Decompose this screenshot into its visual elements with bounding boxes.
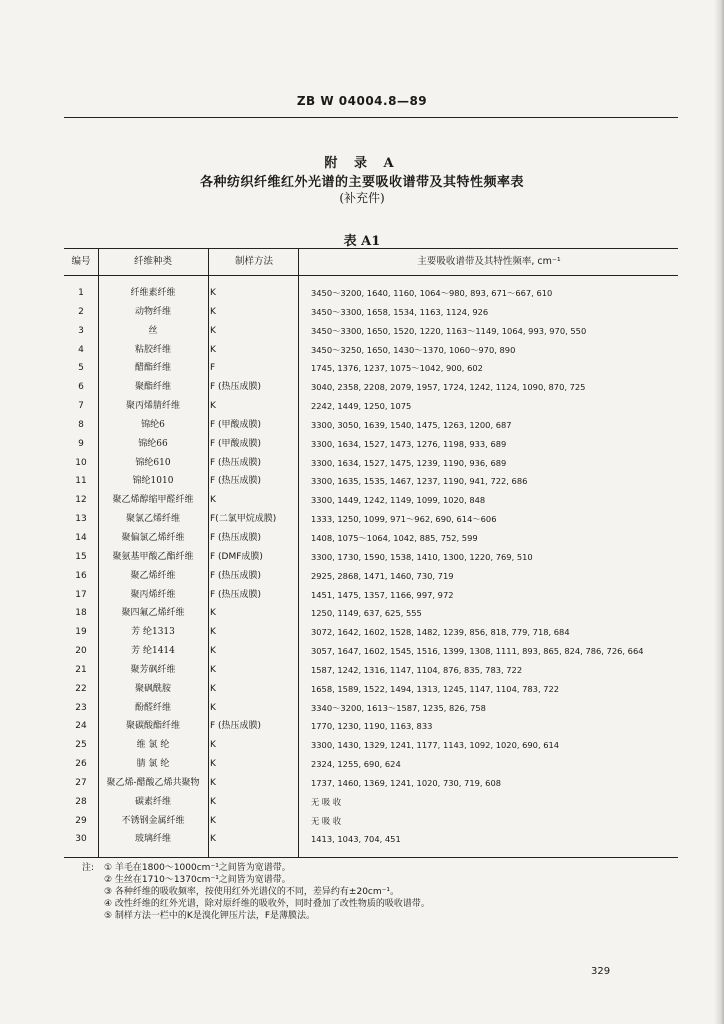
cell-frequencies: 3300, 1635, 1535, 1467, 1237, 1190, 941, 722, 686 <box>311 476 528 487</box>
cell-sample-method: K <box>210 796 216 807</box>
cell-fiber-type: 丝 <box>148 325 158 336</box>
cell-sample-method: F (热压成膜) <box>210 570 262 581</box>
cell-frequencies: 1408, 1075～1064, 1042, 885, 752, 599 <box>311 532 478 543</box>
cell-frequencies: 1451, 1475, 1357, 1166, 997, 972 <box>311 589 454 600</box>
cell-fiber-type: 聚偏氯乙烯纤维 <box>121 532 185 543</box>
cell-frequencies: 3300, 1634, 1527, 1475, 1239, 1190, 936, 689 <box>311 457 507 468</box>
table-row <box>64 717 678 736</box>
cell-number: 18 <box>75 608 87 619</box>
cell-number: 16 <box>75 570 87 581</box>
cell-sample-method: F (甲酸成膜) <box>210 438 262 449</box>
cell-fiber-type: 酚醛纤维 <box>134 702 171 713</box>
cell-number: 21 <box>75 664 87 675</box>
cell-number: 25 <box>75 740 87 751</box>
cell-number: 12 <box>75 495 87 506</box>
cell-number: 20 <box>75 646 87 657</box>
cell-frequencies: 2925, 2868, 1471, 1460, 730, 719 <box>311 570 454 581</box>
cell-sample-method: K <box>210 627 216 638</box>
col-header-method: 制样方法 <box>234 256 273 267</box>
table-notes <box>82 862 430 922</box>
standard-number: ZB W 04004.8—89 <box>296 94 428 108</box>
appendix-label: 附 录 A <box>324 156 400 171</box>
cell-number: 14 <box>75 532 87 543</box>
cell-sample-method: K <box>210 702 216 713</box>
cell-number: 29 <box>75 815 87 826</box>
cell-frequencies: 3300, 3050, 1639, 1540, 1475, 1263, 1200, 687 <box>311 419 512 430</box>
appendix-title: 各种纺织纤维红外光谱的主要吸收谱带及其特性频率表 <box>199 175 524 190</box>
table-row <box>64 303 678 322</box>
cell-fiber-type: 聚乙烯纤维 <box>130 570 176 581</box>
cell-fiber-type: 聚氯乙烯纤维 <box>125 514 180 525</box>
cell-frequencies: 1250, 1149, 637, 625, 555 <box>311 608 422 619</box>
table-row <box>64 548 678 567</box>
cell-sample-method: F <box>210 363 216 374</box>
cell-fiber-type: 聚丙烯纤维 <box>130 589 176 600</box>
cell-frequencies: 2324, 1255, 690, 624 <box>311 759 401 770</box>
cell-fiber-type: 聚乙烯醇缩甲醛纤维 <box>112 495 194 506</box>
table-row <box>64 284 678 303</box>
table-row <box>64 586 678 605</box>
cell-sample-method: F (热压成膜) <box>210 532 262 543</box>
cell-frequencies: 3072, 1642, 1602, 1528, 1482, 1239, 856, 818, 779, 718, 684 <box>311 627 570 638</box>
cell-sample-method: F (甲酸成膜) <box>210 419 262 430</box>
cell-number: 4 <box>78 344 84 355</box>
cell-sample-method: F (热压成膜) <box>210 476 262 487</box>
cell-number: 30 <box>75 834 87 845</box>
table-row <box>64 604 678 623</box>
table-row <box>64 472 678 491</box>
table-row <box>64 454 678 473</box>
cell-frequencies: 1587, 1242, 1316, 1147, 1104, 876, 835, 783, 722 <box>311 664 523 675</box>
cell-number: 26 <box>75 759 87 770</box>
cell-frequencies: 1413, 1043, 704, 451 <box>311 834 401 845</box>
cell-frequencies: 3040, 2358, 2208, 2079, 1957, 1724, 1242, 1124, 1090, 870, 725 <box>311 382 586 393</box>
cell-fiber-type: 锦纶1010 <box>132 476 174 487</box>
cell-sample-method: K <box>210 759 216 770</box>
col-header-frequency: 主要吸收谱带及其特性频率, cm⁻¹ <box>417 256 561 267</box>
cell-frequencies: 3300, 1634, 1527, 1473, 1276, 1198, 933, 689 <box>311 438 507 449</box>
note-item: ③ 各种纤维的吸收频率，按使用红外光谱仪的不同，差异约有±20cm⁻¹。 <box>104 887 399 897</box>
page-number: 329 <box>591 966 611 977</box>
cell-sample-method: K <box>210 325 216 336</box>
cell-sample-method: K <box>210 815 216 826</box>
cell-number: 9 <box>78 438 84 449</box>
cell-fiber-type: 聚丙烯腈纤维 <box>125 401 180 412</box>
cell-number: 8 <box>78 419 84 430</box>
cell-fiber-type: 腈 氯 纶 <box>136 759 170 770</box>
cell-sample-method: K <box>210 401 216 412</box>
cell-sample-method: K <box>210 740 216 751</box>
cell-sample-method: K <box>210 834 216 845</box>
cell-frequencies: 3300, 1449, 1242, 1149, 1099, 1020, 848 <box>311 495 486 506</box>
header-rule <box>64 117 678 118</box>
cell-fiber-type: 维 氯 纶 <box>136 740 170 751</box>
cell-number: 11 <box>75 476 87 487</box>
table-row <box>64 510 678 529</box>
table-row <box>64 378 678 397</box>
cell-number: 22 <box>75 683 87 694</box>
cell-fiber-type: 粘胶纤维 <box>134 344 171 355</box>
table-row <box>64 755 678 774</box>
cell-number: 19 <box>75 627 87 638</box>
cell-frequencies: 1333, 1250, 1099, 971～962, 690, 614～606 <box>311 514 497 525</box>
cell-sample-method: F (DMF成膜) <box>210 551 263 562</box>
cell-frequencies: 无 吸 收 <box>311 796 342 807</box>
note-item: ⑤ 制样方法一栏中的K是溴化钾压片法，F是薄膜法。 <box>104 911 316 921</box>
cell-frequencies: 无 吸 收 <box>311 815 342 826</box>
cell-fiber-type: 聚四氟乙烯纤维 <box>121 608 185 619</box>
cell-fiber-type: 醋酯纤维 <box>134 363 171 374</box>
table-row <box>64 699 678 718</box>
table-row <box>64 642 678 661</box>
cell-number: 17 <box>75 589 87 600</box>
cell-frequencies: 3450～3300, 1650, 1520, 1220, 1163～1149, 1064, 993, 970, 550 <box>311 325 587 336</box>
cell-sample-method: F (热压成膜) <box>210 589 262 600</box>
table-row <box>64 812 678 831</box>
cell-sample-method: F (热压成膜) <box>210 721 262 732</box>
cell-fiber-type: 聚芳砜纤维 <box>130 664 176 675</box>
table-row <box>64 529 678 548</box>
cell-fiber-type: 锦纶66 <box>138 438 168 449</box>
cell-number: 3 <box>78 325 84 336</box>
table-row <box>64 341 678 360</box>
cell-fiber-type: 聚乙烯-醋酸乙烯共聚物 <box>106 777 200 788</box>
table-row <box>64 359 678 378</box>
cell-sample-method: K <box>210 344 216 355</box>
cell-fiber-type: 芳 纶1414 <box>131 646 175 657</box>
cell-frequencies: 3450～3300, 1658, 1534, 1163, 1124, 926 <box>311 306 489 317</box>
table-row <box>64 793 678 812</box>
cell-number: 13 <box>75 514 87 525</box>
cell-fiber-type: 动物纤维 <box>134 306 171 317</box>
table-row <box>64 322 678 341</box>
cell-number: 6 <box>78 382 84 393</box>
cell-number: 10 <box>75 457 87 468</box>
table-row <box>64 567 678 586</box>
cell-fiber-type: 聚氨基甲酸乙酯纤维 <box>112 551 194 562</box>
cell-frequencies: 3450～3250, 1650, 1430～1370, 1060～970, 890 <box>311 344 516 355</box>
cell-number: 2 <box>78 306 84 317</box>
cell-sample-method: F(二氯甲烷成膜) <box>210 514 277 525</box>
col-header-number: 编号 <box>71 256 91 267</box>
cell-fiber-type: 碳素纤维 <box>134 796 171 807</box>
table-body <box>64 284 678 849</box>
table-label: 表 A1 <box>343 234 381 249</box>
cell-sample-method: K <box>210 683 216 694</box>
cell-number: 15 <box>75 551 87 562</box>
cell-frequencies: 2242, 1449, 1250, 1075 <box>311 401 412 412</box>
cell-frequencies: 1770, 1230, 1190, 1163, 833 <box>311 721 433 732</box>
cell-fiber-type: 芳 纶1313 <box>131 627 175 638</box>
cell-frequencies: 1737, 1460, 1369, 1241, 1020, 730, 719, 608 <box>311 777 502 788</box>
cell-fiber-type: 不锈钢金属纤维 <box>121 815 185 826</box>
table-row <box>64 661 678 680</box>
cell-frequencies: 3340～3200, 1613～1587, 1235, 826, 758 <box>311 702 486 713</box>
cell-number: 5 <box>78 363 84 374</box>
cell-sample-method: K <box>210 288 216 298</box>
cell-sample-method: K <box>210 664 216 675</box>
cell-fiber-type: 锦纶6 <box>141 419 165 430</box>
cell-sample-method: K <box>210 777 216 788</box>
cell-number: 23 <box>75 702 87 713</box>
cell-fiber-type: 聚碳酸酯纤维 <box>125 721 180 732</box>
note-item: ② 生丝在1710～1370cm⁻¹之间皆为宽谱带。 <box>104 875 291 885</box>
cell-fiber-type: 聚酯纤维 <box>134 382 171 393</box>
cell-number: 24 <box>75 721 87 732</box>
cell-fiber-type: 锦纶610 <box>135 457 171 468</box>
cell-fiber-type: 聚砜酰胺 <box>134 683 171 694</box>
cell-number: 28 <box>75 796 87 807</box>
cell-frequencies: 3057, 1647, 1602, 1545, 1516, 1399, 1308, 1111, 893, 865, 824, 786, 726, 664 <box>311 646 644 657</box>
col-header-fiber: 纤维种类 <box>133 256 172 267</box>
cell-number: 1 <box>78 288 84 298</box>
table-header <box>64 248 678 276</box>
cell-number: 7 <box>78 401 84 412</box>
cell-sample-method: K <box>210 646 216 657</box>
cell-number: 27 <box>75 777 87 788</box>
cell-sample-method: F (热压成膜) <box>210 382 262 393</box>
table-row <box>64 774 678 793</box>
table-row <box>64 623 678 642</box>
cell-sample-method: K <box>210 495 216 506</box>
cell-fiber-type: 玻璃纤维 <box>134 834 171 845</box>
table-row <box>64 416 678 435</box>
table-row <box>64 397 678 416</box>
cell-sample-method: K <box>210 306 216 317</box>
cell-frequencies: 1658, 1589, 1522, 1494, 1313, 1245, 1147, 1104, 783, 722 <box>311 683 560 694</box>
table-row <box>64 435 678 454</box>
cell-frequencies: 3300, 1430, 1329, 1241, 1177, 1143, 1092, 1020, 690, 614 <box>311 740 560 751</box>
table-row <box>64 491 678 510</box>
cell-frequencies: 1745, 1376, 1237, 1075～1042, 900, 602 <box>311 363 483 374</box>
note-item: ④ 改性纤维的红外光谱，除对原纤维的吸收外，同时叠加了改性物质的吸收谱带。 <box>104 899 430 909</box>
table-row <box>64 830 678 849</box>
note-item: ① 羊毛在1800～1000cm⁻¹之间皆为宽谱带。 <box>104 863 291 873</box>
table-row <box>64 736 678 755</box>
cell-fiber-type: 纤维素纤维 <box>130 288 176 298</box>
notes-lead: 注: <box>82 863 95 873</box>
cell-frequencies: 3300, 1730, 1590, 1538, 1410, 1300, 1220, 769, 510 <box>311 551 533 562</box>
cell-frequencies: 3450～3200, 1640, 1160, 1064～980, 893, 671～667, 610 <box>311 288 553 298</box>
appendix-subtitle: (补充件) <box>339 191 385 205</box>
table-row <box>64 680 678 699</box>
cell-sample-method: K <box>210 608 216 619</box>
cell-sample-method: F (热压成膜) <box>210 457 262 468</box>
table-bottom-rule <box>64 857 678 858</box>
